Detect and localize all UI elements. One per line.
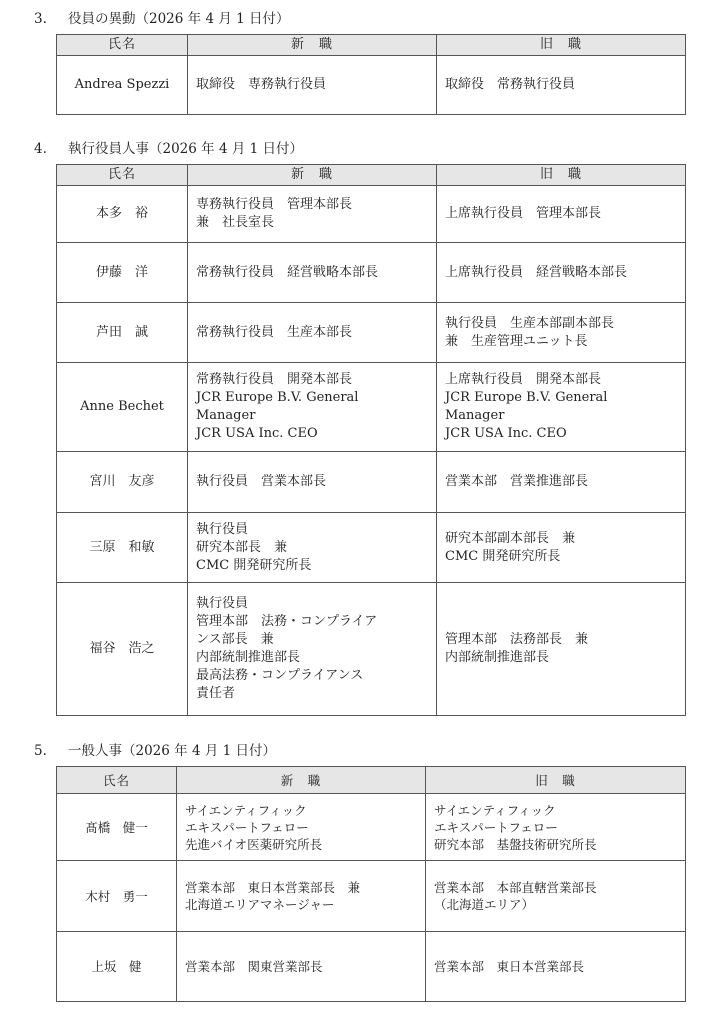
person-name: 三原 和敏 <box>57 513 188 583</box>
position-line: 兼 生産管理ユニット長 <box>445 333 588 349</box>
old-position <box>437 303 686 363</box>
person-name: Andrea Spezzi <box>57 56 188 115</box>
new-position <box>188 303 437 363</box>
position-line: 常務執行役員 経営戦略本部長 <box>196 264 379 280</box>
person-name: 本多 裕 <box>57 186 188 243</box>
person-name: 木村 勇一 <box>57 861 177 932</box>
person-name: 福谷 浩之 <box>57 583 188 716</box>
position-line: エキスパートフェロー <box>434 819 558 835</box>
header-name: 氏名 <box>57 35 188 56</box>
new-position <box>177 861 426 932</box>
position-line: サイエンティフィック <box>434 802 556 818</box>
person-name: 上坂 健 <box>57 932 177 1002</box>
position-line: JCR USA Inc. CEO <box>445 426 567 441</box>
position-line: 上席執行役員 開発本部長 <box>445 372 602 387</box>
person-name: 宮川 友彦 <box>57 452 188 513</box>
position-line: エキスパートフェロー <box>185 819 309 835</box>
old-position <box>437 243 686 303</box>
position-line: JCR USA Inc. CEO <box>196 426 318 441</box>
old-position <box>426 861 686 932</box>
new-position <box>188 513 437 583</box>
header-old-position: 旧 職 <box>437 165 686 186</box>
old-position <box>437 513 686 583</box>
header-name: 氏名 <box>57 767 177 794</box>
header-new-position: 新 職 <box>188 165 437 186</box>
person-name: 芦田 誠 <box>57 303 188 363</box>
position-line: Manager <box>445 408 505 423</box>
old-position <box>437 452 686 513</box>
section-number: 4. <box>34 141 47 157</box>
header-new-position: 新 職 <box>177 767 426 794</box>
new-position <box>188 186 437 243</box>
table-row <box>57 186 686 243</box>
table-row <box>57 303 686 363</box>
table-row <box>57 452 686 513</box>
position-line: 研究本部副本部長 兼 <box>445 530 576 546</box>
position-line: ンス部長 兼 <box>196 632 274 647</box>
table-row <box>57 794 686 861</box>
new-position <box>188 583 437 716</box>
position-line: 研究本部 基盤技術研究所長 <box>434 836 597 852</box>
general-personnel-table <box>56 766 686 1002</box>
position-line: 管理本部 法務部長 兼 <box>445 632 589 647</box>
position-line: 内部統制推進部長 <box>196 650 301 665</box>
table-row <box>57 861 686 932</box>
old-position <box>437 583 686 716</box>
position-line: 北海道エリアマネージャー <box>185 897 335 912</box>
table-row <box>57 243 686 303</box>
new-position <box>188 56 437 115</box>
table-header-row <box>57 165 686 186</box>
header-name: 氏名 <box>57 165 188 186</box>
old-position <box>437 56 686 115</box>
position-line: 営業本部 営業推進部長 <box>445 474 589 489</box>
person-name: Anne Bechet <box>57 363 188 452</box>
position-line: サイエンティフィック <box>185 802 307 818</box>
section-title: 役員の異動（2026 年 4 月 1 日付） <box>68 11 290 27</box>
position-line: 先進バイオ医薬研究所長 <box>185 836 323 852</box>
position-line: Manager <box>196 408 256 423</box>
position-line: 上席執行役員 経営戦略本部長 <box>445 264 628 280</box>
section-number: 5. <box>34 743 47 759</box>
table-row <box>57 56 686 115</box>
table-row <box>57 932 686 1002</box>
table-row <box>57 363 686 452</box>
new-position <box>177 932 426 1002</box>
old-position <box>426 932 686 1002</box>
header-old-position: 旧 職 <box>426 767 686 794</box>
position-line: 管理本部 法務・コンプライア <box>196 614 378 629</box>
position-line: 営業本部 東日本営業部長 <box>434 959 585 974</box>
position-line: JCR Europe B.V. General <box>196 390 359 405</box>
section-title: 執行役員人事（2026 年 4 月 1 日付） <box>68 141 303 157</box>
table-header-row <box>57 767 686 794</box>
position-line: 取締役 常務執行役員 <box>445 77 576 92</box>
table-row <box>57 513 686 583</box>
section-number: 3. <box>34 11 47 27</box>
position-line: 営業本部 本部直轄営業部長 <box>434 880 597 895</box>
position-line: 取締役 専務執行役員 <box>196 77 327 92</box>
position-line: 最高法務・コンプライアンス <box>196 668 364 683</box>
position-line: 営業本部 東日本営業部長 兼 <box>185 880 361 895</box>
section-title: 一般人事（2026 年 4 月 1 日付） <box>68 743 276 759</box>
position-line: 執行役員 <box>196 596 249 611</box>
position-line: 専務執行役員 管理本部長 <box>196 197 353 212</box>
position-line: JCR Europe B.V. General <box>445 390 608 405</box>
officer-change-table <box>56 34 686 115</box>
new-position <box>188 452 437 513</box>
old-position <box>437 363 686 452</box>
new-position <box>188 363 437 452</box>
position-line: 執行役員 生産本部副本部長 <box>445 315 615 331</box>
table-header-row <box>57 35 686 56</box>
executive-officer-table <box>56 164 686 716</box>
position-line: 執行役員 営業本部長 <box>196 474 327 489</box>
person-name: 伊藤 洋 <box>57 243 188 303</box>
position-line: 営業本部 関東営業部長 <box>185 959 323 974</box>
position-line: 責任者 <box>196 686 236 701</box>
position-line: 常務執行役員 開発本部長 <box>196 372 353 387</box>
position-line: 兼 社長室長 <box>196 215 275 230</box>
position-line: （北海道エリア） <box>434 897 535 912</box>
position-line: CMC 開発研究所長 <box>445 548 561 564</box>
position-line: 内部統制推進部長 <box>445 650 550 665</box>
position-line: CMC 開発研究所長 <box>196 557 312 573</box>
position-line: 研究本部長 兼 <box>196 539 288 555</box>
new-position <box>177 794 426 861</box>
new-position <box>188 243 437 303</box>
person-name: 髙橋 健一 <box>57 794 177 861</box>
position-line: 執行役員 <box>196 521 249 537</box>
header-old-position: 旧 職 <box>437 35 686 56</box>
position-line: 常務執行役員 生産本部長 <box>196 324 353 340</box>
old-position <box>426 794 686 861</box>
old-position <box>437 186 686 243</box>
table-row <box>57 583 686 716</box>
position-line: 上席執行役員 管理本部長 <box>445 206 602 221</box>
header-new-position: 新 職 <box>188 35 437 56</box>
